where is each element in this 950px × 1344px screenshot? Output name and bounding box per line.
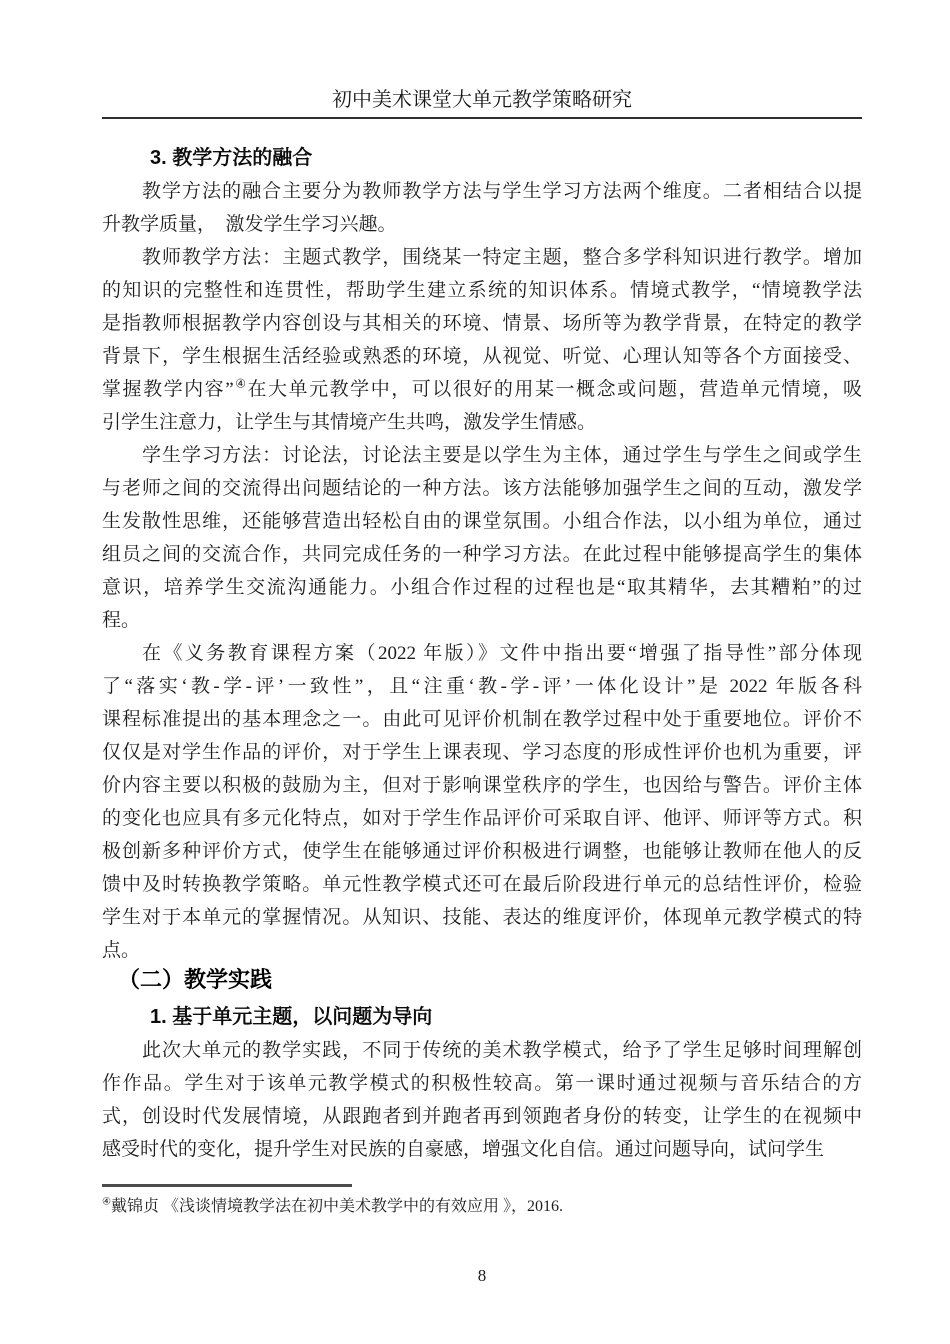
- text-line: 意识，培养学生交流沟通能力。小组合作过程的过程也是“取其精华，去其糟粕”的过: [102, 577, 862, 598]
- text-line: 教学方法的融合主要分为教师教学方法与学生学习方法两个维度。二者相结合以提: [142, 181, 862, 202]
- text-line: 是指教师根据教学内容创设与其相关的环境、情景、场所等为教学背景，在特定的教学: [102, 313, 862, 334]
- paragraph-student-methods: [102, 439, 862, 637]
- text-line: 与老师之间的交流得出问题结论的一种方法。该方法能够加强学生之间的互动，激发学: [102, 478, 862, 499]
- footnote-ref-marker: ④: [233, 376, 248, 391]
- text-line: 背景下，学生根据生活经验或熟悉的环境，从视觉、听觉、心理认知等各个方面接受、: [102, 346, 862, 367]
- text-line: 极创新多种评价方式，使学生在能够通过评价积极进行调整，也能够让教师在他人的反: [102, 841, 862, 862]
- text-line: 价内容主要以积极的鼓励为主，但对于影响课堂秩序的学生，也因给与警告。评价主体: [102, 775, 862, 796]
- text-line: 教师教学方法：主题式教学，围绕某一特定主题，整合多学科知识进行教学。增加: [142, 247, 862, 268]
- text-line: 引学生注意力，让学生与其情境产生共鸣，激发学生情感。: [102, 412, 597, 433]
- text-line: 升教学质量， 激发学生学习兴趣。: [102, 214, 397, 235]
- heading-unit-theme-problem-oriented: 1. 基于单元主题，以问题为导向: [150, 1006, 433, 1028]
- footnote-marker: ④: [102, 1196, 111, 1208]
- text-line: 程。: [102, 610, 141, 631]
- paragraph-fusion-overview: [102, 175, 862, 241]
- text-line: 馈中及时转换教学策略。单元性教学模式还可在最后阶段进行单元的总结性评价，检验: [102, 874, 862, 895]
- text-line: 仅仅是对学生作品的评价，对于学生上课表现、学习态度的形成性评价也机为重要，评: [102, 742, 862, 763]
- text-line: 生发散性思维，还能够营造出轻松自由的课堂氛围。小组合作法，以小组为单位，通过: [102, 511, 862, 532]
- text-line: 课程标准提出的基本理念之一。由此可见评价机制在教学过程中处于重要地位。评价不: [102, 709, 862, 730]
- text-line: 点。: [102, 940, 141, 961]
- document-body: [102, 0, 862, 1288]
- footnote-text: [102, 1187, 862, 1218]
- footnote-area: [102, 1184, 862, 1218]
- text-line: 式，创设时代发展情境，从跟跑者到并跑者再到领跑者身份的转变，让学生的在视频中: [102, 1106, 862, 1127]
- paragraph-teacher-methods: [102, 241, 862, 439]
- text-line: 的变化也应具有多元化特点，如对于学生作品评价可采取自评、他评、师评等方式。积: [102, 808, 862, 829]
- paragraph-practice-description: [102, 1034, 862, 1166]
- heading-teaching-practice: （二）教学实践: [118, 967, 273, 992]
- page-number: 8: [477, 1266, 487, 1285]
- text-line: 掌握教学内容”④在大单元教学中，可以很好的用某一概念或问题，营造单元情境，吸: [102, 376, 862, 400]
- text-line: 了“落实‘教-学-评’一致性”，且“注重‘教-学-评’一体化设计”是 2022 年版各科: [102, 676, 862, 697]
- text-line: 的知识的完整性和连贯性，帮助学生建立系统的知识体系。情境式教学，“情境教学法: [102, 280, 862, 301]
- paragraph-evaluation: [102, 637, 862, 967]
- page-header-title: 初中美术课堂大单元教学策略研究: [102, 89, 862, 119]
- text-line: 作作品。学生对于该单元教学模式的积极性较高。第一课时通过视频与音乐结合的方: [102, 1073, 862, 1094]
- text-line: 感受时代的变化，提升学生对民族的自豪感，增强文化自信。通过问题导向，试问学生: [102, 1139, 825, 1160]
- footnote-citation: 戴锦贞 《浅谈情境教学法在初中美术教学中的有效应用 》，2016.: [110, 1198, 563, 1215]
- text-line: 此次大单元的教学实践，不同于传统的美术教学模式，给予了学生足够时间理解创: [142, 1040, 862, 1061]
- heading-teaching-methods-fusion: 3. 教学方法的融合: [150, 147, 313, 169]
- text-line: 学生对于本单元的掌握情况。从知识、技能、表达的维度评价，体现单元教学模式的特: [102, 907, 862, 928]
- text-line: 组员之间的交流合作，共同完成任务的一种学习方法。在此过程中能够提高学生的集体: [102, 544, 862, 565]
- text-line: 在《义务教育课程方案（2022 年版）》文件中指出要“增强了指导性”部分体现: [142, 643, 862, 664]
- text-line: 学生学习方法：讨论法，讨论法主要是以学生为主体，通过学生与学生之间或学生: [142, 445, 862, 466]
